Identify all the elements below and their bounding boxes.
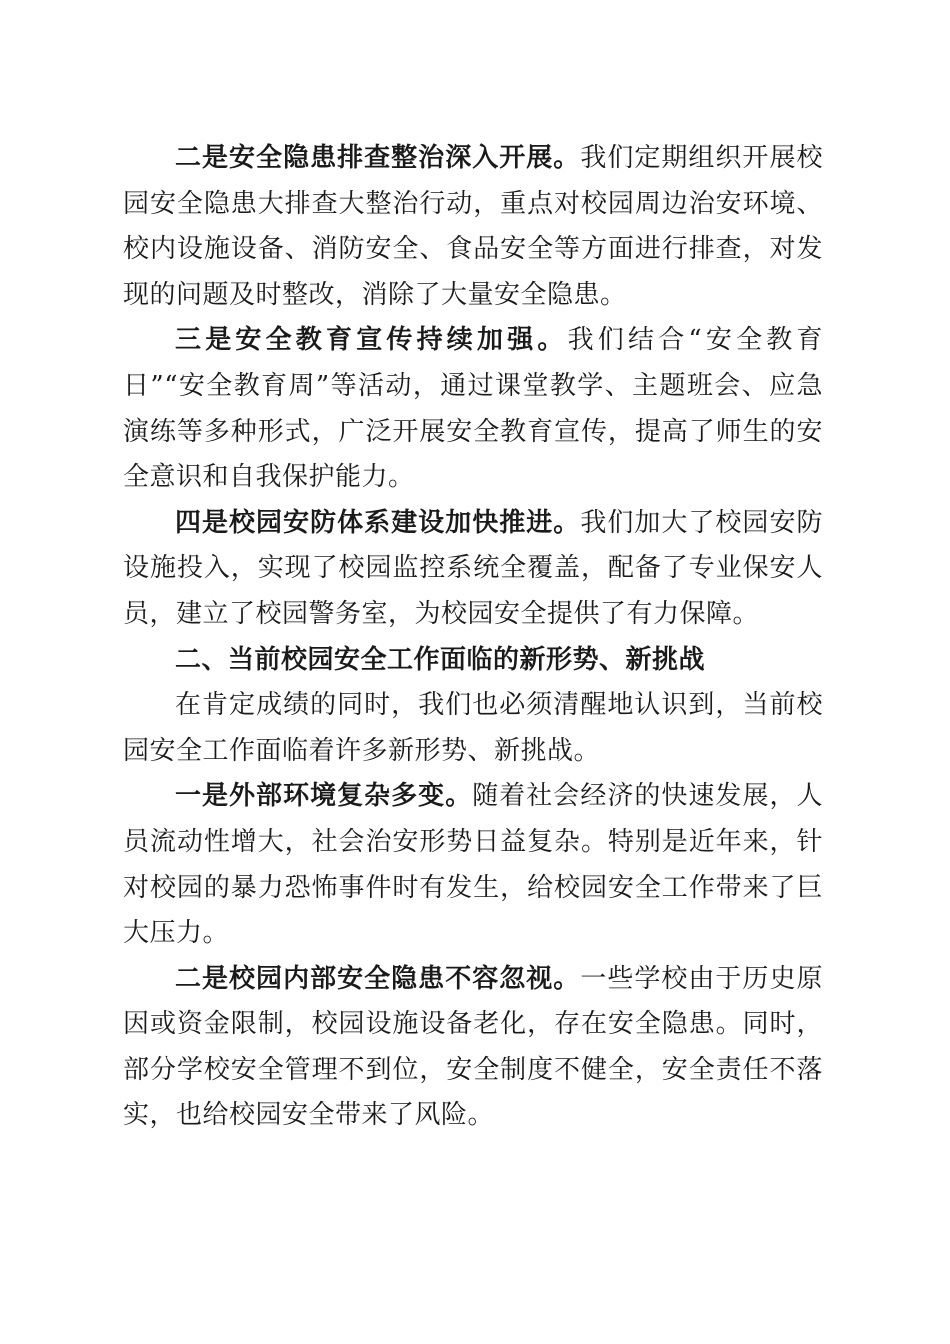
paragraph-body: 我们定期组织开展校园安全隐患大排查大整治行动，重点对校园周边治安环境、校内设施设备、消防安全、食品安全等方面进行排查，对发现的问题及时整改，消除了大量安全隐患。 [123, 143, 823, 310]
paragraph-lead: 二是校园内部安全隐患不容忽视。 [175, 963, 581, 994]
paragraph-intro: 在肯定成绩的同时，我们也必须清醒地认识到，当前校园安全工作面临着许多新形势、新挑战。 [123, 690, 823, 766]
paragraph-lead: 二是安全隐患排查整治深入开展。 [175, 143, 581, 173]
paragraph-internal-hazards [123, 957, 823, 1139]
paragraph-security-system [123, 501, 823, 638]
paragraph-body: 一些学校由于历史原因或资金限制，校园设施设备老化，存在安全隐患。同时，部分学校安全管理不到位，安全制度不健全，安全责任不落实，也给校园安全带来了风险。 [123, 963, 823, 1131]
paragraph-body: 我们结合“安全教育日”“安全教育周”等活动，通过课堂教学、主题班会、应急演练等多种形式，广泛开展安全教育宣传，提高了师生的安全意识和自我保护能力。 [123, 325, 823, 493]
paragraph-safety-education [123, 318, 823, 500]
paragraph-body: 随着社会经济的快速发展，人员流动性增大，社会治安形势日益复杂。特别是近年来，针对校园的暴力恐怖事件时有发生，给校园安全工作带来了巨大压力。 [123, 781, 823, 949]
paragraph-hazard-inspection [123, 136, 823, 318]
paragraph-lead: 四是校园安防体系建设加快推进。 [175, 507, 581, 538]
paragraph-body: 我们加大了校园安防设施投入，实现了校园监控系统全覆盖，配备了专业保安人员，建立了校园警务室，为校园安全提供了有力保障。 [123, 507, 823, 629]
document-body [123, 136, 823, 1139]
paragraph-lead: 一是外部环境复杂多变。 [175, 781, 473, 812]
paragraph-external-environment [123, 774, 823, 956]
section-heading: 二、当前校园安全工作面临的新形势、新挑战 [175, 644, 706, 675]
paragraph-lead: 三是安全教育宣传持续加强。 [175, 325, 568, 356]
